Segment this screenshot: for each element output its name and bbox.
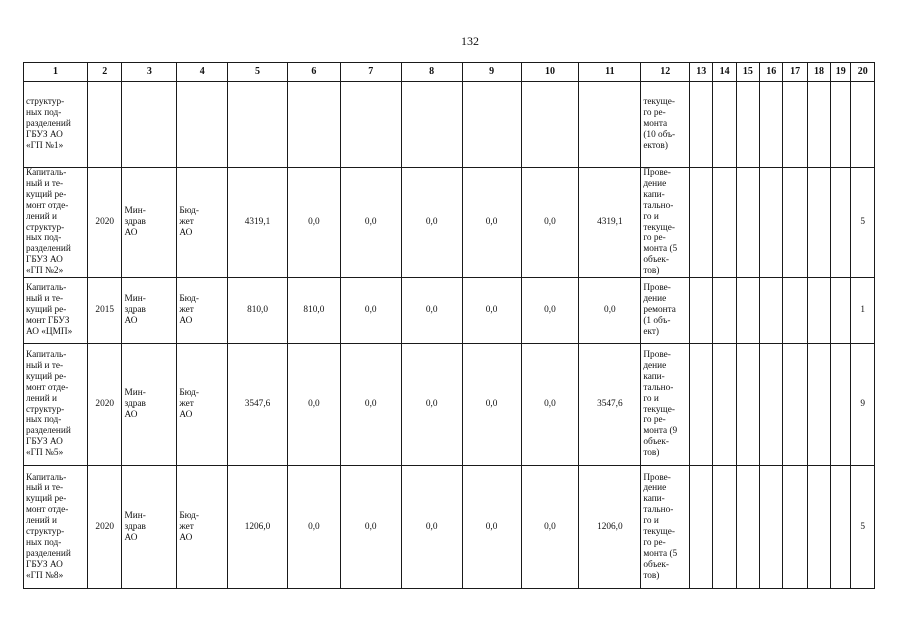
result-cell: Прове- дение капи- тально- го и текуще- го ре- монта (5 объек- тов) (641, 466, 690, 589)
empty-cell-15 (736, 344, 759, 466)
amount-cell-10: 0,0 (521, 278, 579, 344)
column-header-12: 12 (641, 63, 690, 82)
column-header-10: 10 (521, 63, 579, 82)
table-row (24, 344, 875, 466)
header-row (24, 63, 875, 82)
amount-cell-6 (287, 82, 340, 168)
amount-cell-10: 0,0 (521, 168, 579, 278)
executor-cell (122, 82, 177, 168)
executor-cell: Мин- здрав АО (122, 168, 177, 278)
empty-cell-14 (713, 466, 736, 589)
empty-cell-17 (783, 278, 807, 344)
table-row (24, 82, 875, 168)
objects-count-cell: 5 (851, 168, 875, 278)
amount-cell-7: 0,0 (340, 168, 401, 278)
empty-cell-13 (690, 82, 713, 168)
table-row (24, 168, 875, 278)
amount-cell-7: 0,0 (340, 344, 401, 466)
column-header-19: 19 (831, 63, 851, 82)
amount-cell-7: 0,0 (340, 278, 401, 344)
column-header-11: 11 (579, 63, 641, 82)
column-header-5: 5 (228, 63, 288, 82)
amount-cell-11: 0,0 (579, 278, 641, 344)
year-cell: 2015 (87, 278, 122, 344)
empty-cell-18 (807, 344, 830, 466)
objects-count-cell (851, 82, 875, 168)
table-row (24, 278, 875, 344)
empty-cell-13 (690, 344, 713, 466)
amount-cell-11: 4319,1 (579, 168, 641, 278)
empty-cell-14 (713, 278, 736, 344)
empty-cell-18 (807, 82, 830, 168)
executor-cell: Мин- здрав АО (122, 278, 177, 344)
amount-cell-6: 0,0 (287, 466, 340, 589)
year-cell (87, 82, 122, 168)
column-header-8: 8 (401, 63, 462, 82)
empty-cell-18 (807, 278, 830, 344)
amount-cell-5: 810,0 (228, 278, 288, 344)
year-cell: 2020 (87, 168, 122, 278)
column-header-6: 6 (287, 63, 340, 82)
empty-cell-19 (831, 82, 851, 168)
funding-source-cell: Бюд- жет АО (177, 466, 228, 589)
amount-cell-9: 0,0 (462, 168, 521, 278)
amount-cell-11: 3547,6 (579, 344, 641, 466)
measure-name-cell: структур- ных под- разделений ГБУЗ АО «ГП №1» (24, 82, 88, 168)
column-header-7: 7 (340, 63, 401, 82)
amount-cell-9 (462, 82, 521, 168)
empty-cell-16 (760, 344, 783, 466)
objects-count-cell: 9 (851, 344, 875, 466)
amount-cell-6: 0,0 (287, 168, 340, 278)
empty-cell-13 (690, 466, 713, 589)
empty-cell-16 (760, 82, 783, 168)
table-row (24, 466, 875, 589)
amount-cell-10 (521, 82, 579, 168)
column-header-14: 14 (713, 63, 736, 82)
amount-cell-8: 0,0 (401, 168, 462, 278)
funding-source-cell: Бюд- жет АО (177, 278, 228, 344)
amount-cell-8: 0,0 (401, 278, 462, 344)
executor-cell: Мин- здрав АО (122, 344, 177, 466)
column-header-4: 4 (177, 63, 228, 82)
empty-cell-16 (760, 278, 783, 344)
amount-cell-9: 0,0 (462, 466, 521, 589)
amount-cell-7: 0,0 (340, 466, 401, 589)
amount-cell-5: 1206,0 (228, 466, 288, 589)
amount-cell-8: 0,0 (401, 466, 462, 589)
column-header-1: 1 (24, 63, 88, 82)
funding-source-cell: Бюд- жет АО (177, 344, 228, 466)
empty-cell-17 (783, 82, 807, 168)
amount-cell-6: 810,0 (287, 278, 340, 344)
column-header-15: 15 (736, 63, 759, 82)
column-header-13: 13 (690, 63, 713, 82)
amount-cell-8: 0,0 (401, 344, 462, 466)
amount-cell-6: 0,0 (287, 344, 340, 466)
amount-cell-5: 4319,1 (228, 168, 288, 278)
program-table (23, 62, 875, 589)
amount-cell-9: 0,0 (462, 344, 521, 466)
empty-cell-15 (736, 168, 759, 278)
column-header-18: 18 (807, 63, 830, 82)
empty-cell-15 (736, 278, 759, 344)
measure-name-cell: Капиталь- ный и те- кущий ре- монт отде- лений и структур- ных под- разделений ГБУЗ АО «ГП №5» (24, 344, 88, 466)
empty-cell-15 (736, 82, 759, 168)
result-cell: Прове- дение ремонта (1 объ- ект) (641, 278, 690, 344)
empty-cell-14 (713, 82, 736, 168)
executor-cell: Мин- здрав АО (122, 466, 177, 589)
empty-cell-17 (783, 344, 807, 466)
measure-name-cell: Капиталь- ный и те- кущий ре- монт ГБУЗ АО «ЦМП» (24, 278, 88, 344)
amount-cell-5 (228, 82, 288, 168)
empty-cell-17 (783, 168, 807, 278)
empty-cell-13 (690, 168, 713, 278)
measure-name-cell: Капиталь- ный и те- кущий ре- монт отде- лений и структур- ных под- разделений ГБУЗ АО «ГП №2» (24, 168, 88, 278)
amount-cell-11 (579, 82, 641, 168)
empty-cell-14 (713, 344, 736, 466)
empty-cell-15 (736, 466, 759, 589)
funding-source-cell: Бюд- жет АО (177, 168, 228, 278)
column-header-20: 20 (851, 63, 875, 82)
column-header-17: 17 (783, 63, 807, 82)
empty-cell-18 (807, 466, 830, 589)
empty-cell-19 (831, 168, 851, 278)
result-cell: Прове- дение капи- тально- го и текуще- го ре- монта (9 объек- тов) (641, 344, 690, 466)
amount-cell-8 (401, 82, 462, 168)
funding-source-cell (177, 82, 228, 168)
result-cell: текуще- го ре- монта (10 объ- ектов) (641, 82, 690, 168)
result-cell: Прове- дение капи- тально- го и текуще- го ре- монта (5 объек- тов) (641, 168, 690, 278)
empty-cell-16 (760, 168, 783, 278)
column-header-2: 2 (87, 63, 122, 82)
empty-cell-17 (783, 466, 807, 589)
column-header-16: 16 (760, 63, 783, 82)
empty-cell-16 (760, 466, 783, 589)
measure-name-cell: Капиталь- ный и те- кущий ре- монт отде- лений и структур- ных под- разделений ГБУЗ АО «ГП №8» (24, 466, 88, 589)
amount-cell-10: 0,0 (521, 344, 579, 466)
objects-count-cell: 1 (851, 278, 875, 344)
amount-cell-5: 3547,6 (228, 344, 288, 466)
column-header-3: 3 (122, 63, 177, 82)
objects-count-cell: 5 (851, 466, 875, 589)
year-cell: 2020 (87, 344, 122, 466)
column-header-9: 9 (462, 63, 521, 82)
empty-cell-18 (807, 168, 830, 278)
page-number: 132 (461, 34, 479, 48)
empty-cell-13 (690, 278, 713, 344)
empty-cell-19 (831, 278, 851, 344)
empty-cell-14 (713, 168, 736, 278)
empty-cell-19 (831, 344, 851, 466)
amount-cell-11: 1206,0 (579, 466, 641, 589)
amount-cell-9: 0,0 (462, 278, 521, 344)
amount-cell-10: 0,0 (521, 466, 579, 589)
empty-cell-19 (831, 466, 851, 589)
amount-cell-7 (340, 82, 401, 168)
year-cell: 2020 (87, 466, 122, 589)
